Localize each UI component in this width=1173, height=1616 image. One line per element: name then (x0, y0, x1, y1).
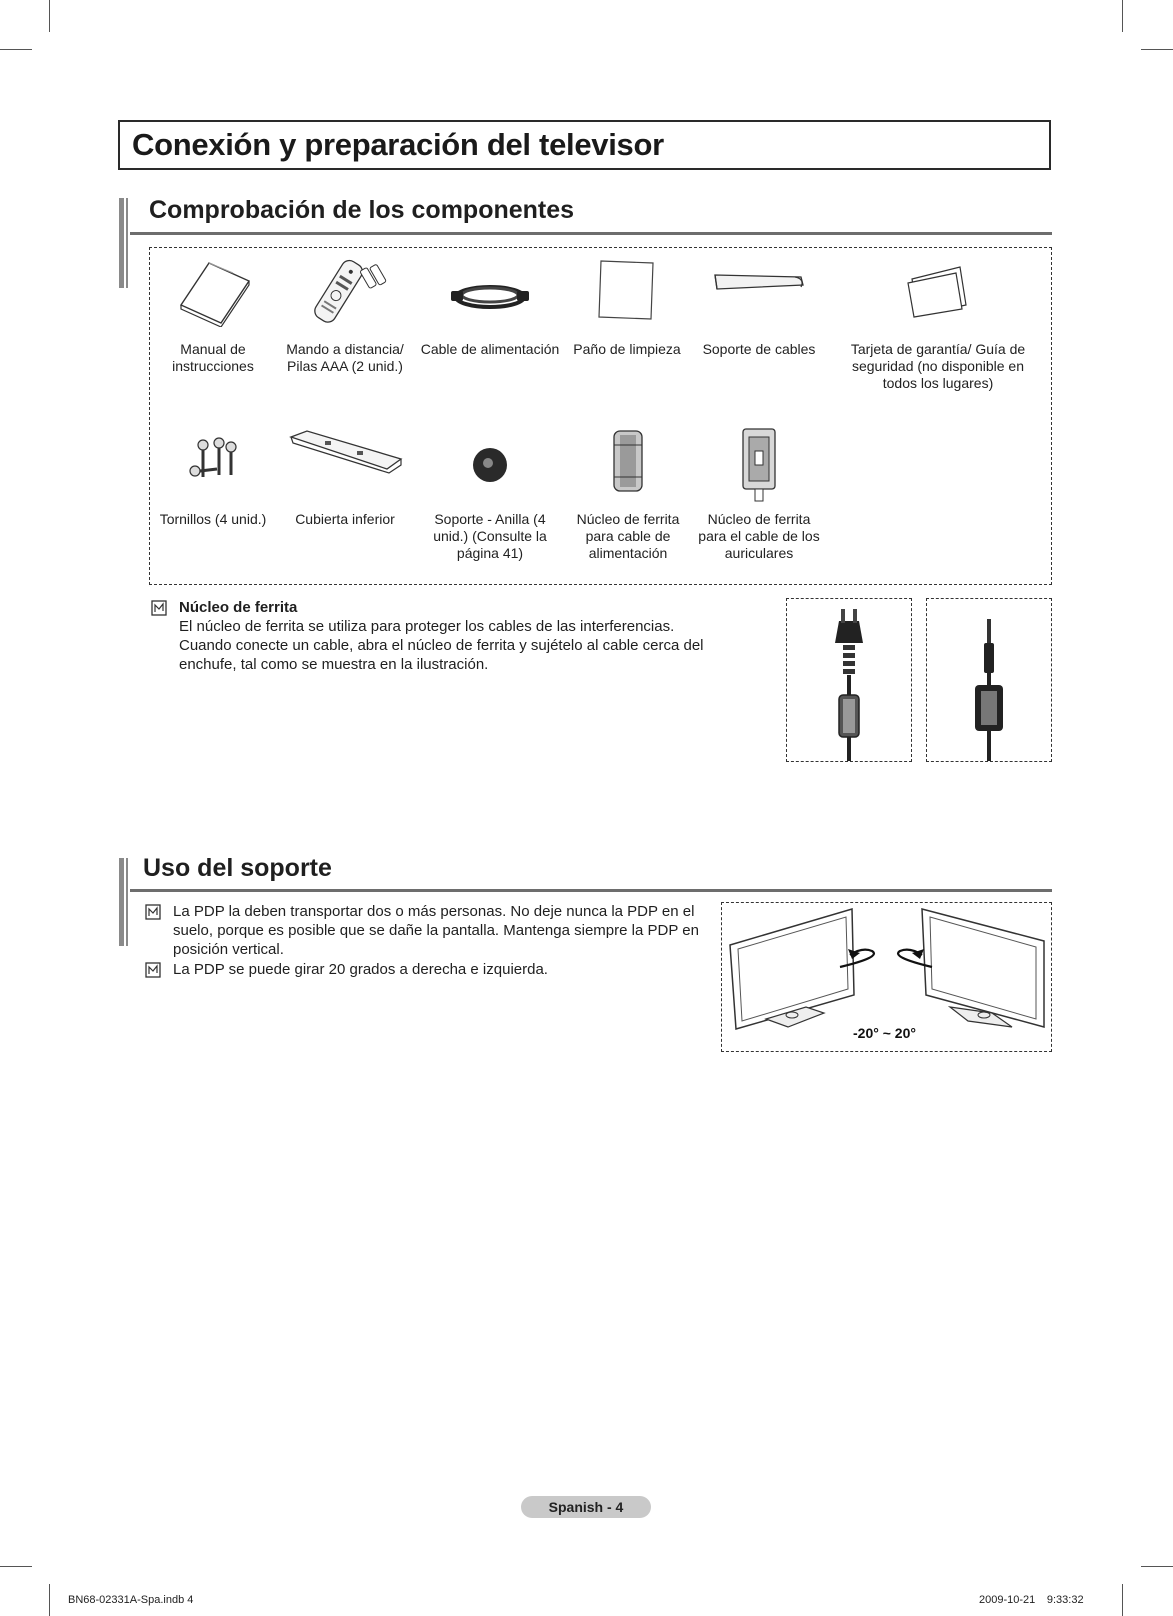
ferrite-note-line: El núcleo de ferrita se utiliza para proteger los cables de las interferencias. (179, 618, 675, 635)
component-bottom-cover (280, 425, 410, 528)
ferrite-note (179, 598, 739, 674)
crop-mark (49, 0, 50, 32)
crop-mark (1122, 1584, 1123, 1616)
section-heading-components: Comprobación de los componentes (149, 196, 575, 224)
section-bar (119, 198, 124, 288)
component-manual (152, 255, 274, 375)
note-icon (151, 600, 167, 616)
section-rule (130, 232, 1052, 235)
ferrite-headphone-illustration (926, 598, 1052, 762)
crop-mark (0, 49, 32, 50)
component-label: Tornillos (4 unid.) (159, 511, 267, 527)
ferrite-core-headphone-icon (719, 425, 799, 505)
power-cable-icon (445, 255, 535, 327)
screws-icon (173, 425, 253, 497)
component-label: Núcleo de ferrita para cable de alimentación (576, 511, 680, 561)
component-label: Cubierta inferior (295, 511, 395, 527)
manual-icon (173, 255, 253, 327)
component-remote (282, 255, 408, 375)
ferrite-note-line: Cuando conecte un cable, abra el núcleo de ferrita y sujételo al cable cerca del (179, 637, 704, 654)
footer-file: BN68-02331A-Spa.indb 4 (68, 1594, 194, 1606)
component-warranty-card (834, 255, 1042, 392)
crop-mark (1141, 49, 1173, 50)
ferrite-note-line: enchufe, tal como se muestra en la ilustración. (179, 656, 489, 673)
page-number: Spanish - 4 (521, 1496, 651, 1518)
section-bar (119, 858, 124, 946)
ferrite-note-title: Núcleo de ferrita (179, 599, 298, 616)
section-rule (130, 889, 1052, 892)
note-icon (145, 962, 161, 978)
component-power-cable (420, 255, 560, 358)
ferrite-core-power-icon (588, 425, 668, 497)
crop-mark (0, 1566, 32, 1567)
component-label: Manual de instrucciones (172, 341, 254, 374)
component-label: Cable de alimentación (420, 341, 560, 357)
stand-note-line: suelo, porque es posible que se dañe la pantalla. Mantenga siempre la PDP en (173, 922, 699, 939)
section-heading-stand: Uso del soporte (143, 854, 332, 882)
ring-holder-icon (450, 425, 530, 497)
page-title: Conexión y preparación del televisor (132, 127, 664, 162)
cable-holder-icon (709, 255, 809, 327)
power-plug-ferrite-icon (787, 599, 911, 761)
component-label: Soporte de cables (702, 341, 816, 357)
crop-mark (1122, 0, 1123, 32)
note-icon (145, 904, 161, 920)
component-cloth (560, 255, 694, 358)
remote-control-icon (300, 255, 390, 327)
crop-mark (49, 1584, 50, 1616)
stand-note-line: La PDP la deben transportar dos o más personas. No deje nunca la PDP en el (173, 903, 695, 920)
component-ring-holder (420, 425, 560, 562)
ferrite-power-illustration (786, 598, 912, 762)
footer-timestamp: 2009-10-21 9:33:32 (979, 1594, 1084, 1606)
bottom-cover-icon (285, 425, 405, 497)
stand-note-2: La PDP se puede girar 20 grados a derecha e izquierda. (173, 961, 548, 978)
stand-note-1 (173, 902, 713, 959)
headphone-jack-ferrite-icon (927, 599, 1051, 761)
rotation-label: -20° ~ 20° (853, 1025, 916, 1041)
rotation-illustration (721, 902, 1052, 1052)
cleaning-cloth-icon (587, 255, 667, 327)
component-label: Tarjeta de garantía/ Guía de seguridad (no disponible en todos los lugares) (850, 341, 1026, 391)
component-label: Mando a distancia/ Pilas AAA (2 unid.) (286, 341, 404, 374)
stand-note-line: posición vertical. (173, 941, 284, 958)
component-screws (152, 425, 274, 528)
component-ferrite-headphone (698, 425, 820, 562)
component-label: Paño de limpieza (573, 341, 681, 357)
component-label: Núcleo de ferrita para el cable de los auriculares (698, 511, 820, 561)
page-title-box (118, 120, 1051, 170)
crop-mark (1141, 1566, 1173, 1567)
warranty-card-icon (898, 255, 978, 327)
component-label: Soporte - Anilla (4 unid.) (Consulte la página 41) (433, 511, 547, 561)
component-cable-holder (696, 255, 822, 358)
component-ferrite-power (566, 425, 690, 562)
